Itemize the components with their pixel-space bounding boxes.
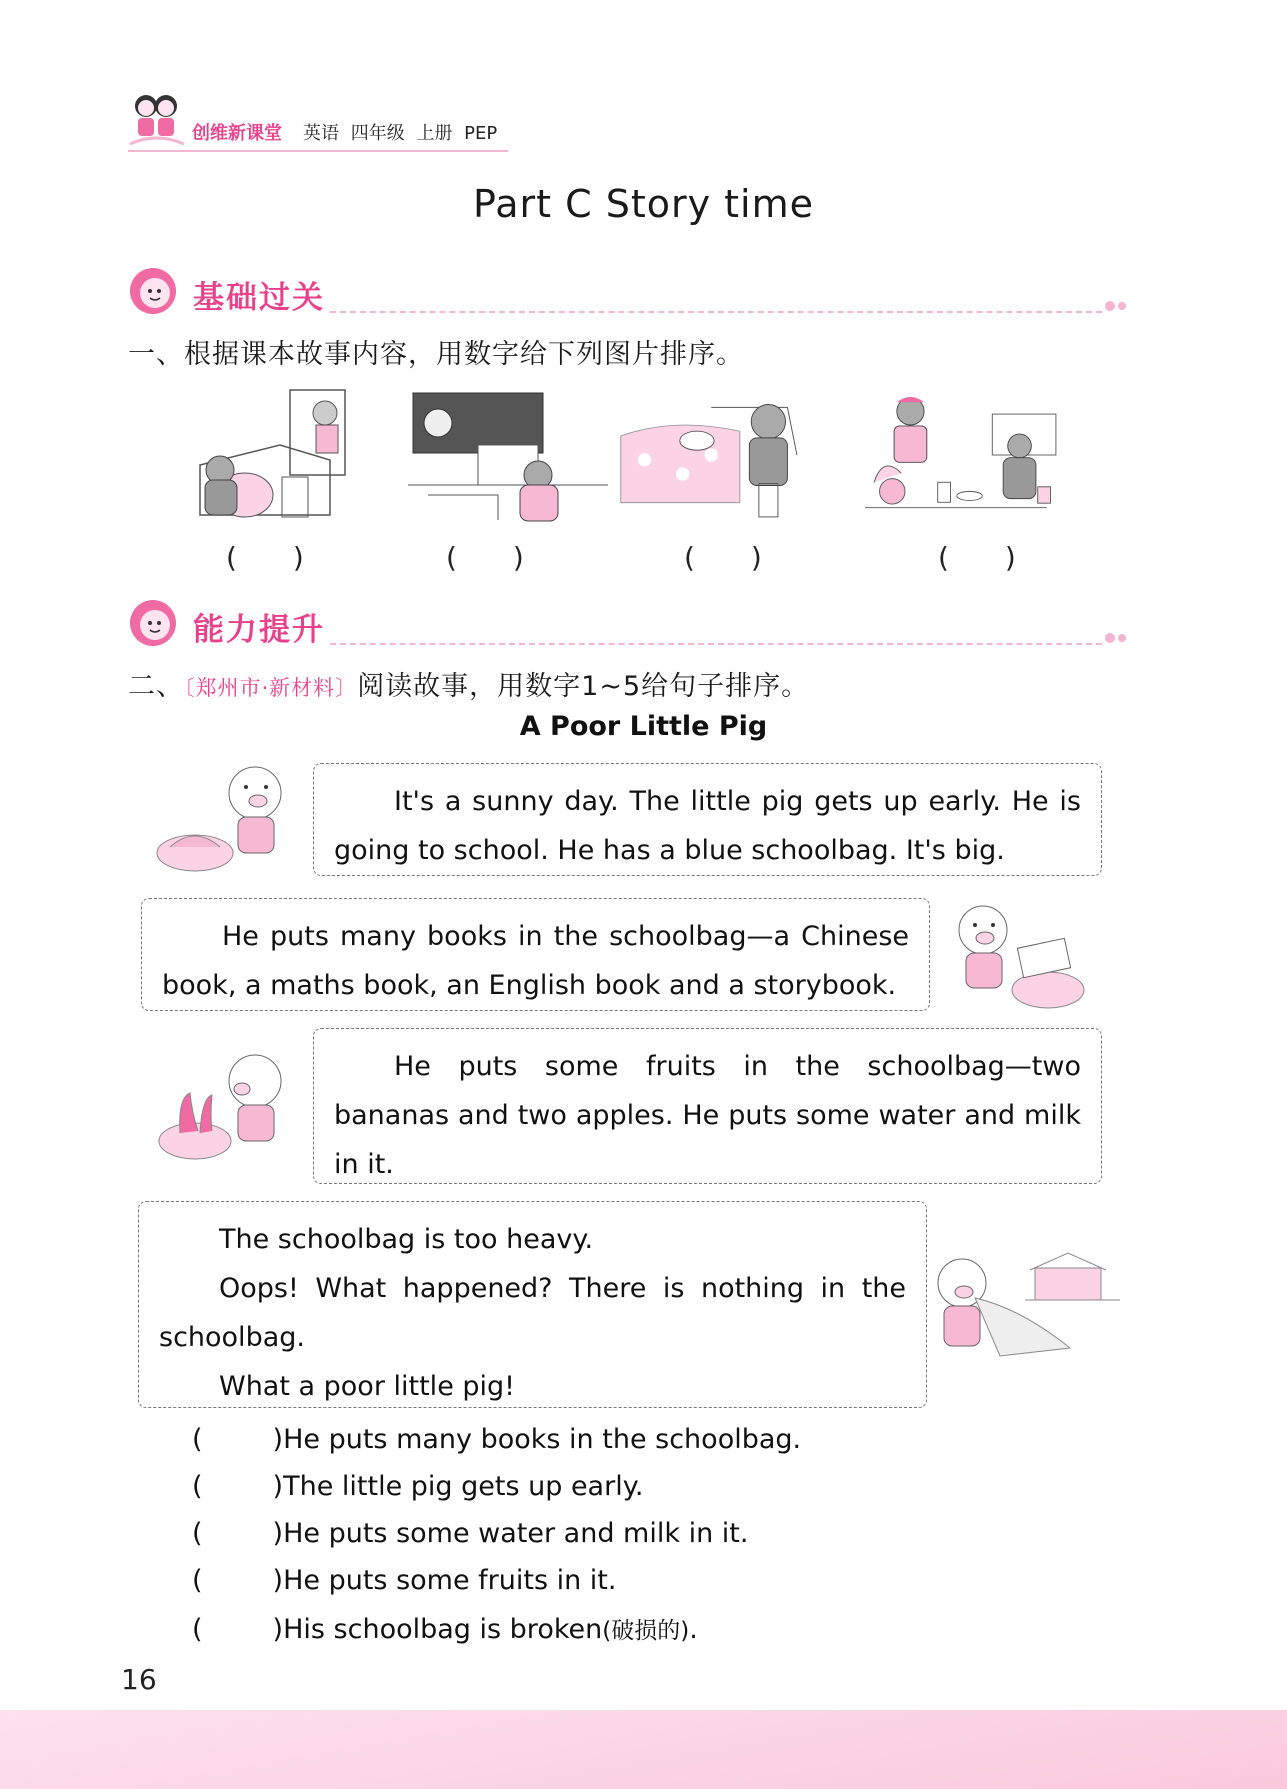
order-item-text: He puts many books in the schoolbag. (283, 1424, 802, 1455)
story-line-poor-pig: What a poor little pig! (219, 1371, 515, 1402)
story-title: A Poor Little Pig (519, 711, 768, 742)
pig-illustration (150, 1043, 290, 1163)
pig-illustration (948, 898, 1088, 1018)
page-title: Part C Story time (472, 182, 815, 226)
decor-dots-icon (1104, 300, 1130, 312)
order-paren-open: ( (192, 1424, 203, 1455)
pig-illustration (930, 1248, 1120, 1368)
source-tag: 〔郑州市·新材料〕 (184, 676, 358, 700)
bear-illustration (865, 385, 1065, 525)
story-paragraph-1-text: It's a sunny day. The little pig gets up early. He is going to school. He has a blue schoolbag. It's big. (334, 786, 1081, 866)
kids-logo-icon (126, 88, 188, 150)
order-paren-close: ) (272, 1565, 284, 1596)
order-paren-close: ) (272, 1614, 284, 1645)
decor-dots-icon (1104, 632, 1130, 644)
section-divider (330, 311, 1102, 313)
footer-band (0, 1710, 1287, 1789)
answer-paren-1[interactable]: ( ) (226, 541, 304, 574)
bear-illustration (408, 385, 608, 525)
girl-face-icon (128, 266, 178, 316)
order-paren-open: ( (192, 1518, 203, 1549)
order-paren-open: ( (192, 1471, 203, 1502)
question-2-text: 阅读故事，用数字1~5给句子排序。 (357, 671, 810, 702)
header-book-info: 英语 四年级 上册 PEP (303, 123, 498, 144)
order-item-4[interactable] (192, 1565, 616, 1596)
order-item-text: He puts some water and milk in it. (283, 1518, 749, 1549)
header-divider (128, 150, 508, 152)
order-item-1[interactable] (192, 1424, 801, 1455)
question-2 (128, 664, 809, 703)
order-paren-open: ( (192, 1614, 203, 1645)
order-item-note: (破损的) (602, 1618, 690, 1644)
section-title-basic: 基础过关 (193, 280, 325, 316)
page-number: 16 (121, 1663, 157, 1696)
story-paragraph-2-text: He puts many books in the schoolbag—a Chinese book, a maths book, an English book and a storybook. (162, 921, 909, 1001)
order-item-5[interactable] (192, 1612, 698, 1645)
answer-paren-3[interactable]: ( ) (684, 541, 762, 574)
story-line-heavy: The schoolbag is too heavy. (219, 1224, 594, 1255)
story-paragraph-3-text: He puts some fruits in the schoolbag—two bananas and two apples. He puts some water and milk in it. (334, 1051, 1081, 1180)
answer-paren-2[interactable]: ( ) (446, 541, 524, 574)
order-item-text: The little pig gets up early. (283, 1471, 644, 1502)
story-paragraph-2 (141, 898, 930, 1011)
order-paren-close: ) (272, 1424, 284, 1455)
bear-illustration (190, 385, 390, 525)
order-paren-close: ) (272, 1518, 284, 1549)
girl-face-icon (128, 598, 178, 648)
order-paren-close: ) (272, 1471, 284, 1502)
question-2-prefix: 二、 (128, 671, 184, 702)
order-paren-open: ( (192, 1565, 203, 1596)
header-brand: 创维新课堂 (192, 123, 282, 144)
order-item-2[interactable] (192, 1471, 643, 1502)
pig-illustration (150, 755, 290, 875)
order-item-end: . (689, 1614, 698, 1645)
section-divider (330, 643, 1102, 645)
question-1: 一、根据课本故事内容，用数字给下列图片排序。 (128, 339, 744, 370)
order-item-3[interactable] (192, 1518, 748, 1549)
order-item-text: His schoolbag is broken (283, 1614, 603, 1645)
bear-illustration (616, 385, 816, 525)
story-line-oops: Oops! What happened? There is nothing in the schoolbag. (159, 1273, 906, 1353)
story-paragraph-4 (138, 1201, 927, 1408)
story-paragraph-1 (313, 763, 1102, 876)
story-paragraph-3 (313, 1028, 1102, 1184)
order-item-text: He puts some fruits in it. (283, 1565, 617, 1596)
section-title-advanced: 能力提升 (193, 612, 325, 648)
answer-paren-4[interactable]: ( ) (938, 541, 1016, 574)
